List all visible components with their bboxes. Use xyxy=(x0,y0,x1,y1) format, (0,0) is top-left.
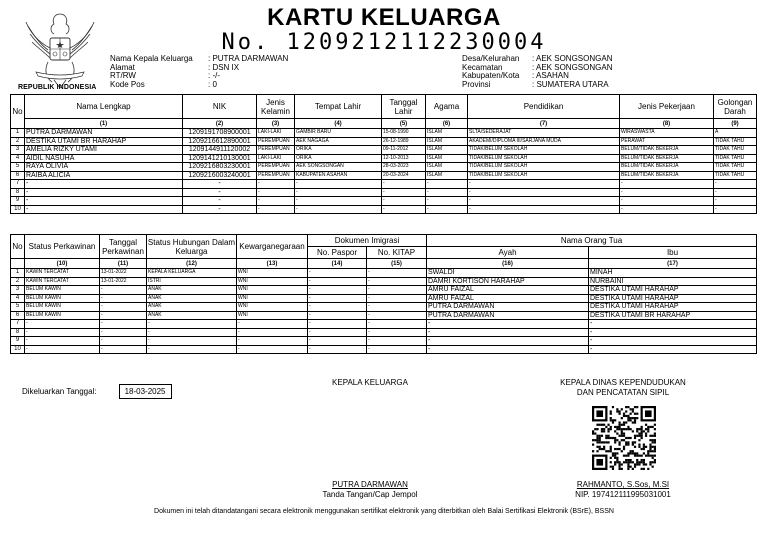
cell-nik: - xyxy=(183,180,257,189)
cell-kitap: - xyxy=(367,320,427,329)
cell-nama: RAYA OLIVIA xyxy=(25,163,183,172)
cell-golongan-darah: TIDAK TAHU xyxy=(714,171,757,180)
col-header-agama: Agama xyxy=(426,95,468,119)
table-row xyxy=(11,345,757,354)
cell-status-perkawinan: - xyxy=(25,320,100,329)
cell-hubungan: - xyxy=(147,320,237,329)
cell-ibu: NURBAINI xyxy=(589,277,757,286)
cell-no: 5 xyxy=(11,163,25,172)
cell-no: 6 xyxy=(11,311,25,320)
col-index: (12) xyxy=(147,259,237,269)
document-title: KARTU KELUARGA xyxy=(267,4,501,31)
cell-tanggal-perkawinan: - xyxy=(100,303,147,312)
cell-nik: 1209144911120002 xyxy=(183,146,257,155)
cell-agama: ISLAM xyxy=(426,154,468,163)
cell-pekerjaan: BELUM/TIDAK BEKERJA xyxy=(620,154,714,163)
cell-ibu: - xyxy=(589,320,757,329)
status-table xyxy=(10,234,757,354)
cell-paspor: - xyxy=(308,269,367,278)
cell-kitap: - xyxy=(367,286,427,295)
col-header-status-perkawinan: Status Perkawinan xyxy=(25,235,100,259)
col-header-golongan-darah: Golongan Darah xyxy=(714,95,757,119)
cell-pendidikan: TIDAK/BELUM SEKOLAH xyxy=(468,171,620,180)
cell-kewarganegaraan: WNI xyxy=(237,269,308,278)
cell-agama: - xyxy=(426,197,468,206)
household-info-right xyxy=(462,55,612,89)
info-label: Provinsi xyxy=(462,79,491,89)
cell-tanggal-lahir: 26-12-1989 xyxy=(382,137,426,146)
cell-pendidikan: TIDAK/BELUM SEKOLAH xyxy=(468,154,620,163)
cell-paspor: - xyxy=(308,337,367,346)
info-label: Kabupaten/Kota xyxy=(462,71,520,81)
cell-status-perkawinan: BELUM KAWIN xyxy=(25,303,100,312)
footer-note: Dokumen ini telah ditandatangani secara elektronik menggunakan sertifikat elektronik yang diterbitkan oleh Balai Sertifikasi Elektronik (BSrE), BSSN xyxy=(154,508,614,515)
cell-tanggal-perkawinan: - xyxy=(100,328,147,337)
cell-pendidikan: TIDAK/BELUM SEKOLAH xyxy=(468,163,620,172)
cell-kewarganegaraan: - xyxy=(237,320,308,329)
dinas-signer-name: RAHMANTO, S.Sos, M.SI xyxy=(576,480,670,489)
cell-status-perkawinan: - xyxy=(25,337,100,346)
info-value: : DSN IX xyxy=(208,62,240,72)
col-header-nik: NIK xyxy=(183,95,257,119)
cell-no: 6 xyxy=(11,171,25,180)
table-row xyxy=(11,328,757,337)
info-row-province xyxy=(462,81,612,90)
col-header-kitap: No. KITAP xyxy=(367,247,427,259)
cell-golongan-darah: - xyxy=(714,180,757,189)
kk-number: No. 1209212112230004 xyxy=(221,30,547,55)
col-index: (2) xyxy=(183,119,257,129)
cell-tanggal-lahir: 09-11-2012 xyxy=(382,146,426,155)
cell-paspor: - xyxy=(308,303,367,312)
col-index: (3) xyxy=(257,119,295,129)
cell-nama: - xyxy=(25,180,183,189)
cell-status-perkawinan: - xyxy=(25,345,100,354)
col-header-no: No xyxy=(11,95,25,129)
cell-golongan-darah: TIDAK TAHU xyxy=(714,163,757,172)
col-header-pendidikan: Pendidikan xyxy=(468,95,620,119)
cell-pekerjaan: WIRASWASTA xyxy=(620,129,714,138)
kk-signature-title xyxy=(300,378,440,388)
cell-paspor: - xyxy=(308,286,367,295)
cell-ayah: - xyxy=(427,345,589,354)
info-label: Kecamatan xyxy=(462,62,503,72)
table-row xyxy=(11,137,757,146)
cell-hubungan: ANAK xyxy=(147,294,237,303)
cell-no: 9 xyxy=(11,337,25,346)
cell-status-perkawinan: BELUM KAWIN xyxy=(25,311,100,320)
table-row xyxy=(11,277,757,286)
col-index: (17) xyxy=(589,259,757,269)
cell-tanggal-perkawinan: 13-01-2022 xyxy=(100,277,147,286)
cell-ayah: - xyxy=(427,328,589,337)
status-table-body xyxy=(11,269,757,354)
kk-title: KEPALA KELUARGA xyxy=(332,378,408,387)
cell-ibu: MINAH xyxy=(589,269,757,278)
table-row xyxy=(11,163,757,172)
cell-golongan-darah: TIDAK TAHU xyxy=(714,146,757,155)
table-row xyxy=(11,320,757,329)
table-row xyxy=(11,286,757,295)
cell-tanggal-lahir: - xyxy=(382,205,426,214)
issued-section xyxy=(22,384,172,399)
cell-jenis-kelamin: - xyxy=(257,205,295,214)
cell-tempat-lahir: - xyxy=(295,188,382,197)
cell-no: 9 xyxy=(11,197,25,206)
cell-agama: - xyxy=(426,205,468,214)
cell-ayah: DAMRI KORTISON HARAHAP xyxy=(427,277,589,286)
info-value: : 0 xyxy=(208,79,217,89)
cell-pendidikan: SLTA/SEDERAJAT xyxy=(468,129,620,138)
col-header-no: No xyxy=(11,235,25,259)
cell-agama: - xyxy=(426,188,468,197)
cell-ibu: DESTIKA UTAMI HARAHAP xyxy=(589,303,757,312)
cell-no: 8 xyxy=(11,188,25,197)
cell-nama: AMELIA RIZKY UTAMI xyxy=(25,146,183,155)
cell-tanggal-lahir: - xyxy=(382,197,426,206)
cell-no: 4 xyxy=(11,294,25,303)
cell-kitap: - xyxy=(367,303,427,312)
cell-ayah: AMRU FAIZAL xyxy=(427,294,589,303)
cell-agama: ISLAM xyxy=(426,171,468,180)
cell-tempat-lahir: ORIKA xyxy=(295,146,382,155)
cell-paspor: - xyxy=(308,328,367,337)
cell-tanggal-perkawinan: - xyxy=(100,345,147,354)
cell-nik: 1209216612890001 xyxy=(183,137,257,146)
cell-nik: 1209141210130001 xyxy=(183,154,257,163)
cell-pekerjaan: BELUM/TIDAK BEKERJA xyxy=(620,171,714,180)
cell-tanggal-lahir: 12-10-2013 xyxy=(382,154,426,163)
cell-nik: 1209216803230001 xyxy=(183,163,257,172)
info-value: : PUTRA DARMAWAN xyxy=(208,54,289,63)
col-header-ayah: Ayah xyxy=(427,247,589,259)
cell-no: 7 xyxy=(11,180,25,189)
cell-kitap: - xyxy=(367,269,427,278)
cell-status-perkawinan: - xyxy=(25,328,100,337)
cell-kewarganegaraan: WNI xyxy=(237,286,308,295)
dinas-signer-nip: NIP. 197412111995031001 xyxy=(575,490,671,499)
members-table-body xyxy=(11,129,757,214)
table-row xyxy=(11,171,757,180)
cell-kitap: - xyxy=(367,345,427,354)
cell-jenis-kelamin: PEREMPUAN xyxy=(257,171,295,180)
cell-no: 7 xyxy=(11,320,25,329)
cell-no: 2 xyxy=(11,277,25,286)
issued-label: Dikeluarkan Tanggal: xyxy=(22,387,97,396)
col-header-tempat-lahir: Tempat Lahir xyxy=(295,95,382,119)
cell-hubungan: - xyxy=(147,337,237,346)
cell-paspor: - xyxy=(308,345,367,354)
cell-nik: 1209191708900001 xyxy=(183,129,257,138)
cell-agama: ISLAM xyxy=(426,146,468,155)
table-row xyxy=(11,205,757,214)
cell-agama: ISLAM xyxy=(426,163,468,172)
cell-tempat-lahir: - xyxy=(295,197,382,206)
cell-pendidikan: - xyxy=(468,197,620,206)
cell-tempat-lahir: AEK NAGAGA xyxy=(295,137,382,146)
kk-signature-caption: Tanda Tangan/Cap Jempol xyxy=(322,490,418,499)
info-value: : -/- xyxy=(208,71,220,81)
dinas-signature xyxy=(540,480,706,500)
cell-agama: ISLAM xyxy=(426,129,468,138)
col-index: (5) xyxy=(382,119,426,129)
cell-pendidikan: - xyxy=(468,188,620,197)
cell-no: 8 xyxy=(11,328,25,337)
col-index: (16) xyxy=(427,259,589,269)
col-index: (1) xyxy=(25,119,183,129)
col-header-kewarganegaraan: Kewarganegaraan xyxy=(237,235,308,259)
cell-hubungan: ANAK xyxy=(147,286,237,295)
info-label: Kode Pos xyxy=(110,79,145,89)
cell-hubungan: - xyxy=(147,328,237,337)
table-row xyxy=(11,180,757,189)
cell-paspor: - xyxy=(308,320,367,329)
info-value: : SUMATERA UTARA xyxy=(532,79,609,89)
cell-no: 3 xyxy=(11,286,25,295)
cell-hubungan: ANAK xyxy=(147,311,237,320)
cell-no: 3 xyxy=(11,146,25,155)
cell-status-perkawinan: KAWIN TERCATAT xyxy=(25,269,100,278)
cell-no: 10 xyxy=(11,345,25,354)
issued-date: 18-03-2025 xyxy=(119,384,172,399)
cell-pekerjaan: BELUM/TIDAK BEKERJA xyxy=(620,163,714,172)
cell-jenis-kelamin: PEREMPUAN xyxy=(257,163,295,172)
col-header-jenis-kelamin: Jenis Kelamin xyxy=(257,95,295,119)
table-row xyxy=(11,269,757,278)
cell-paspor: - xyxy=(308,277,367,286)
cell-tempat-lahir: AEK SONGSONGAN xyxy=(295,163,382,172)
cell-paspor: - xyxy=(308,294,367,303)
cell-no: 1 xyxy=(11,129,25,138)
cell-jenis-kelamin: PEREMPUAN xyxy=(257,137,295,146)
cell-no: 1 xyxy=(11,269,25,278)
col-header-tanggal-perkawinan: Tanggal Perkawinan xyxy=(100,235,147,259)
col-header-ibu: Ibu xyxy=(589,247,757,259)
info-value: : AEK SONGSONGAN xyxy=(532,54,613,63)
col-header-hubungan: Status Hubungan Dalam Keluarga xyxy=(147,235,237,259)
cell-kitap: - xyxy=(367,311,427,320)
cell-pendidikan: - xyxy=(468,180,620,189)
cell-tempat-lahir: - xyxy=(295,180,382,189)
table-row xyxy=(11,146,757,155)
cell-nama: - xyxy=(25,188,183,197)
cell-golongan-darah: - xyxy=(714,205,757,214)
cell-jenis-kelamin: LAKI-LAKI xyxy=(257,129,295,138)
cell-hubungan: KEPALA KELUARGA xyxy=(147,269,237,278)
cell-golongan-darah: A xyxy=(714,129,757,138)
cell-ibu: - xyxy=(589,337,757,346)
col-header-pekerjaan: Jenis Pekerjaan xyxy=(620,95,714,119)
cell-ibu: - xyxy=(589,328,757,337)
table-row xyxy=(11,188,757,197)
info-row-address xyxy=(110,64,288,73)
cell-pekerjaan: PERAWAT xyxy=(620,137,714,146)
cell-kewarganegaraan: WNI xyxy=(237,294,308,303)
col-header-nama: Nama Lengkap xyxy=(25,95,183,119)
cell-kitap: - xyxy=(367,328,427,337)
cell-kewarganegaraan: WNI xyxy=(237,303,308,312)
table-row xyxy=(11,129,757,138)
col-header-tanggal-lahir: Tanggal Lahir xyxy=(382,95,426,119)
cell-jenis-kelamin: - xyxy=(257,197,295,206)
col-index: (7) xyxy=(468,119,620,129)
info-row-head xyxy=(110,55,288,64)
cell-pekerjaan: - xyxy=(620,205,714,214)
cell-nama: - xyxy=(25,205,183,214)
cell-nik: - xyxy=(183,205,257,214)
table-row xyxy=(11,197,757,206)
info-label: Nama Kepala Keluarga xyxy=(110,54,193,63)
cell-no: 5 xyxy=(11,303,25,312)
cell-nama: DESTIKA UTAMI BR HARAHAP xyxy=(25,137,183,146)
cell-nama: - xyxy=(25,197,183,206)
cell-jenis-kelamin: LAKI-LAKI xyxy=(257,154,295,163)
cell-tanggal-perkawinan: - xyxy=(100,320,147,329)
cell-nama: AIDIL NASUHA xyxy=(25,154,183,163)
cell-ayah: PUTRA DARMAWAN xyxy=(427,303,589,312)
cell-kitap: - xyxy=(367,337,427,346)
cell-ibu: DESTIKA UTAMI BR HARAHAP xyxy=(589,311,757,320)
cell-nama: RAIBA ALICIA xyxy=(25,171,183,180)
dinas-title-line2: DAN PENCATATAN SIPIL xyxy=(576,388,670,397)
cell-kewarganegaraan: WNI xyxy=(237,277,308,286)
col-index-blank xyxy=(11,259,25,269)
col-index: (9) xyxy=(714,119,757,129)
cell-tanggal-perkawinan: - xyxy=(100,294,147,303)
info-value: : AEK SONGSONGAN xyxy=(532,62,613,72)
table-row xyxy=(11,154,757,163)
cell-tanggal-lahir: - xyxy=(382,180,426,189)
cell-nik: 1209216003240001 xyxy=(183,171,257,180)
cell-tanggal-perkawinan: 13-01-2022 xyxy=(100,269,147,278)
col-index: (4) xyxy=(295,119,382,129)
cell-ayah: - xyxy=(427,337,589,346)
emblem-caption: REPUBLIK INDONESIA xyxy=(18,84,97,91)
cell-golongan-darah: TIDAK TAHU xyxy=(714,154,757,163)
cell-hubungan: ISTRI xyxy=(147,277,237,286)
table-row xyxy=(11,303,757,312)
cell-kewarganegaraan: WNI xyxy=(237,311,308,320)
cell-ibu: DESTIKA UTAMI HARAHAP xyxy=(589,294,757,303)
info-label: Alamat xyxy=(110,62,135,72)
dinas-title-line1: KEPALA DINAS KEPENDUDUKAN xyxy=(560,378,686,387)
cell-agama: - xyxy=(426,180,468,189)
cell-tempat-lahir: - xyxy=(295,205,382,214)
col-header-paspor: No. Paspor xyxy=(308,247,367,259)
col-index: (11) xyxy=(100,259,147,269)
info-row-postal xyxy=(110,81,288,90)
cell-tempat-lahir: KABUPATEN ASAHAN xyxy=(295,171,382,180)
cell-golongan-darah: - xyxy=(714,188,757,197)
cell-no: 2 xyxy=(11,137,25,146)
cell-pekerjaan: - xyxy=(620,188,714,197)
cell-kewarganegaraan: - xyxy=(237,345,308,354)
cell-tanggal-lahir: 20-03-2024 xyxy=(382,171,426,180)
col-index: (13) xyxy=(237,259,308,269)
cell-kewarganegaraan: - xyxy=(237,337,308,346)
cell-tempat-lahir: ORIKA xyxy=(295,154,382,163)
col-index: (6) xyxy=(426,119,468,129)
cell-pendidikan: TIDAK/BELUM SEKOLAH xyxy=(468,146,620,155)
cell-nik: - xyxy=(183,197,257,206)
info-label: Desa/Kelurahan xyxy=(462,54,520,63)
cell-golongan-darah: - xyxy=(714,197,757,206)
cell-no: 4 xyxy=(11,154,25,163)
cell-nik: - xyxy=(183,188,257,197)
cell-pekerjaan: BELUM/TIDAK BEKERJA xyxy=(620,146,714,155)
cell-tanggal-lahir: 15-08-1990 xyxy=(382,129,426,138)
col-header-dokumen-imigrasi: Dokumen Imigrasi xyxy=(308,235,427,247)
cell-jenis-kelamin: - xyxy=(257,188,295,197)
cell-ayah: PUTRA DARMAWAN xyxy=(427,311,589,320)
col-header-nama-orang-tua: Nama Orang Tua xyxy=(427,235,757,247)
info-label: RT/RW xyxy=(110,71,136,81)
col-index: (10) xyxy=(25,259,100,269)
cell-pendidikan: AKADEMI/DIPLOMA III/SARJANA MUDA xyxy=(468,137,620,146)
cell-tanggal-lahir: 28-03-2023 xyxy=(382,163,426,172)
table-row xyxy=(11,294,757,303)
cell-pekerjaan: - xyxy=(620,197,714,206)
cell-status-perkawinan: BELUM KAWIN xyxy=(25,294,100,303)
cell-hubungan: - xyxy=(147,345,237,354)
cell-ayah: SWALDI xyxy=(427,269,589,278)
cell-kitap: - xyxy=(367,277,427,286)
cell-tanggal-perkawinan: - xyxy=(100,337,147,346)
cell-ibu: DESTIKA UTAMI HARAHAP xyxy=(589,286,757,295)
cell-tempat-lahir: GAMBIR BARU xyxy=(295,129,382,138)
dinas-signature-title xyxy=(540,378,706,398)
cell-status-perkawinan: BELUM KAWIN xyxy=(25,286,100,295)
cell-nama: PUTRA DARMAWAN xyxy=(25,129,183,138)
cell-hubungan: ANAK xyxy=(147,303,237,312)
household-info-left xyxy=(110,55,288,89)
cell-ibu: - xyxy=(589,345,757,354)
cell-tanggal-perkawinan: - xyxy=(100,286,147,295)
cell-golongan-darah: TIDAK TAHU xyxy=(714,137,757,146)
cell-jenis-kelamin: - xyxy=(257,180,295,189)
cell-agama: ISLAM xyxy=(426,137,468,146)
col-index: (15) xyxy=(367,259,427,269)
qr-code-icon xyxy=(592,406,656,470)
cell-tanggal-perkawinan: - xyxy=(100,311,147,320)
cell-ayah: - xyxy=(427,320,589,329)
cell-pendidikan: - xyxy=(468,205,620,214)
col-index: (8) xyxy=(620,119,714,129)
table-row xyxy=(11,311,757,320)
info-value: : ASAHAN xyxy=(532,71,569,81)
cell-paspor: - xyxy=(308,311,367,320)
kk-signer-name: PUTRA DARMAWAN xyxy=(332,480,408,489)
cell-kewarganegaraan: - xyxy=(237,328,308,337)
cell-tanggal-lahir: - xyxy=(382,188,426,197)
cell-kitap: - xyxy=(367,294,427,303)
cell-pekerjaan: - xyxy=(620,180,714,189)
cell-no: 10 xyxy=(11,205,25,214)
cell-ayah: AMRU FAIZAL xyxy=(427,286,589,295)
cell-status-perkawinan: KAWIN TERCATAT xyxy=(25,277,100,286)
cell-jenis-kelamin: PEREMPUAN xyxy=(257,146,295,155)
members-table xyxy=(10,94,757,214)
table-row xyxy=(11,337,757,346)
kk-signature xyxy=(290,480,450,500)
col-index: (14) xyxy=(308,259,367,269)
